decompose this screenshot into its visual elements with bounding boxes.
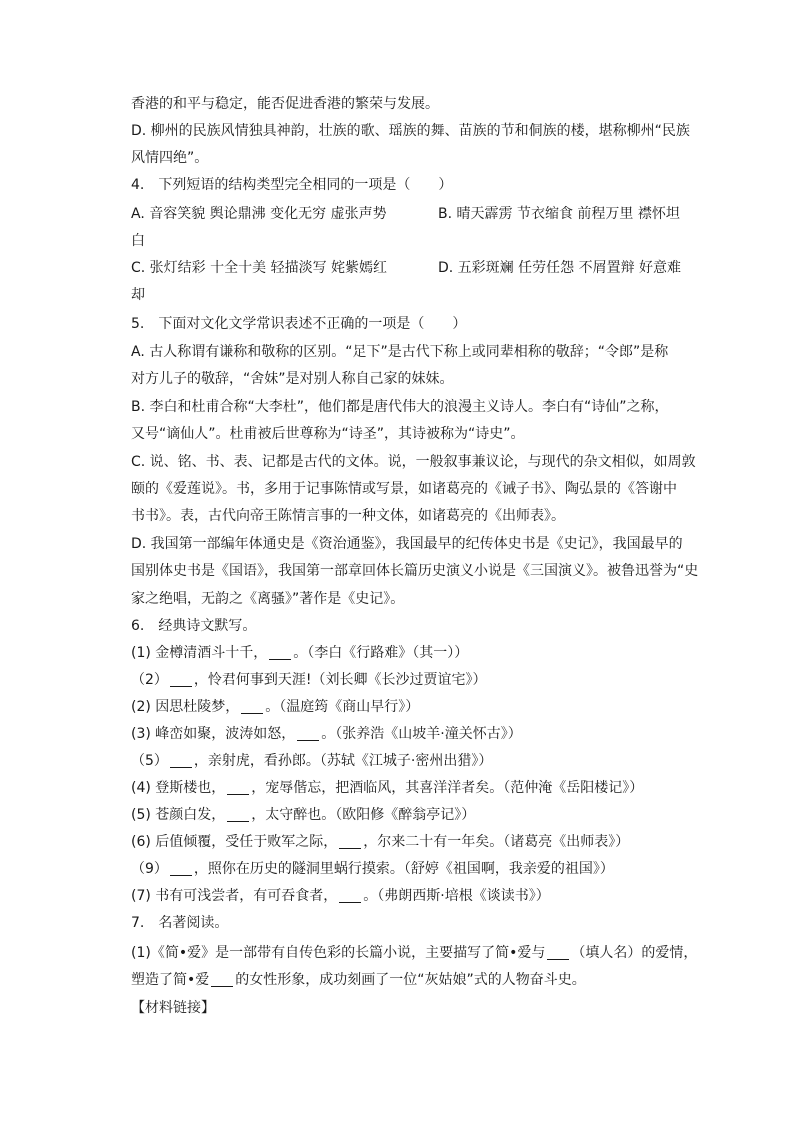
q6-item-post: 。（弗朗西斯·培根《谈读书》） <box>363 888 550 904</box>
q6-item-pre: (5) 苍颜白发， <box>131 807 226 823</box>
answer-blank <box>339 890 361 903</box>
q6-item <box>131 697 419 717</box>
question-6-stem: 6. 经典诗文默写。 <box>131 618 257 634</box>
answer-blank <box>269 647 291 660</box>
option-b: B. 晴天霹雳 节衣缩食 前程万里 襟怀坦 <box>438 206 680 222</box>
material-link-heading: 【材料链接】 <box>131 1000 215 1016</box>
text-line: 香港的和平与稳定，能否促进香港的繁荣与发展。 <box>131 96 439 112</box>
text-line: C. 说、铭、书、表、记都是古代的文体。说，一般叙事兼议论，与现代的杂文相似，如周敦 <box>131 454 696 470</box>
answer-blank <box>227 809 249 822</box>
q6-item-post: ，宠辱偕忘，把酒临风，其喜洋洋者矣。（范仲淹《岳阳楼记》） <box>251 780 644 796</box>
q6-item-pre: （9） <box>131 861 168 877</box>
q6-item <box>131 751 492 771</box>
q6-item-post: ，尔来二十有一年矣。（诸葛亮《出师表》） <box>363 834 630 850</box>
q7-text: （填人名）的爱情， <box>571 945 698 961</box>
q6-item-post: 。（李白《行路难》（其一）） <box>293 645 469 661</box>
q6-item-post: 。（张养浩《山坡羊·潼关怀古》） <box>321 726 522 742</box>
q6-item-pre: (4) 登斯楼也， <box>131 780 226 796</box>
text-line: 书书》。表，古代向帝王陈情言事的一种文体，如诸葛亮的《出师表》。 <box>131 508 565 524</box>
q6-item <box>131 670 487 690</box>
q6-item-pre: (2) 因思杜陵梦， <box>131 699 240 715</box>
text-line: 对方儿子的敬辞，“舍妹”是对别人称自己家的妹妹。 <box>131 371 454 387</box>
q6-item-pre: (1) 金樽清酒斗十千， <box>131 645 268 661</box>
q6-item <box>131 778 643 798</box>
text-line: D. 柳州的民族风情独具神韵，壮族的歌、瑶族的舞、苗族的节和侗族的楼，堪称柳州“民族 <box>131 123 690 139</box>
option-d-wrap: 却 <box>131 287 145 303</box>
question-5-stem: 5. 下面对文化文学常识表述不正确的一项是（ ） <box>131 316 467 332</box>
q6-item-pre: （5） <box>131 753 168 769</box>
answer-blank <box>227 782 249 795</box>
q6-item-pre: (6) 后值倾覆，受任于败军之际， <box>131 834 338 850</box>
answer-blank <box>547 947 569 960</box>
q7-item-1 <box>131 943 697 963</box>
q6-item <box>131 805 475 825</box>
answer-blank <box>339 836 361 849</box>
question-7-stem: 7. 名著阅读。 <box>131 915 229 931</box>
option-a: A. 音容笑貌 舆论鼎沸 变化无穷 虚张声势 <box>131 206 387 222</box>
text-line: 国别体史书是《国语》，我国第一部章回体长篇历史演义小说是《三国演义》。被鲁迅誉为“史 <box>131 563 699 579</box>
q6-item <box>131 859 614 879</box>
text-line: 颐的《爱莲说》。书，多用于记事陈情或写景，如诸葛亮的《诫子书》、陶弘景的《答谢中 <box>131 481 677 497</box>
q7-text: 的女性形象，成功刻画了一位“灰姑娘”式的人物奋斗史。 <box>235 972 586 988</box>
q6-item-pre: （2） <box>131 672 168 688</box>
q6-item-pre: (7) 书有可浅尝者，有可吞食者， <box>131 888 338 904</box>
q6-item-pre: (3) 峰峦如聚，波涛如怒， <box>131 726 296 742</box>
q6-item-post: ，照你在历史的隧洞里蜗行摸索。（舒婷《祖国啊，我亲爱的祖国》） <box>193 861 614 877</box>
answer-blank <box>211 974 233 987</box>
q6-item <box>131 832 629 852</box>
q6-item-post: ，亲射虎，看孙郎。（苏轼《江城子·密州出猎》） <box>193 753 493 769</box>
q6-item-post: 。（温庭筠《商山早行》） <box>265 699 420 715</box>
answer-blank <box>297 728 319 741</box>
text-line: 风情四绝”。 <box>131 150 209 166</box>
option-c: C. 张灯结彩 十全十美 轻描淡写 姹紫嫣红 <box>131 260 388 276</box>
text-line: 又号“谪仙人”。杜甫被后世尊称为“诗圣”，其诗被称为“诗史”。 <box>131 426 525 442</box>
answer-blank <box>170 674 192 687</box>
text-line: A. 古人称谓有谦称和敬称的区别。“足下”是古代下称上或同辈相称的敬辞；“令郎”是称 <box>131 344 669 360</box>
q7-item-1-wrap <box>131 970 586 990</box>
q6-item <box>131 643 468 663</box>
question-4-stem: 4. 下列短语的结构类型完全相同的一项是（ ） <box>131 177 453 193</box>
option-d: D. 五彩斑斓 任劳任怨 不屑置辩 好意难 <box>438 260 682 276</box>
q6-item-post: ，怜君何事到天涯!（刘长卿《长沙过贾谊宅》） <box>193 672 487 688</box>
text-line: D. 我国第一部编年体通史是《资治通鉴》，我国最早的纪传体史书是《史记》，我国最早的 <box>131 536 683 552</box>
answer-blank <box>170 755 192 768</box>
q6-item <box>131 886 550 906</box>
text-line: 家之绝唱，无韵之《离骚》”著作是《史记》。 <box>131 591 405 607</box>
q7-text: (1)《简•爱》是一部带有自传色彩的长篇小说，主要描写了简•爱与 <box>131 945 546 961</box>
q6-item-post: ，太守醉也。（欧阳修《醉翁亭记》） <box>251 807 476 823</box>
q7-text: 塑造了简•爱 <box>131 972 210 988</box>
text-line: B. 李白和杜甫合称“大李杜”，他们都是唐代伟大的浪漫主义诗人。李白有“诗仙”之称， <box>131 399 669 415</box>
answer-blank <box>241 701 263 714</box>
answer-blank <box>170 863 192 876</box>
q6-item <box>131 724 522 744</box>
option-b-wrap: 白 <box>131 233 145 249</box>
